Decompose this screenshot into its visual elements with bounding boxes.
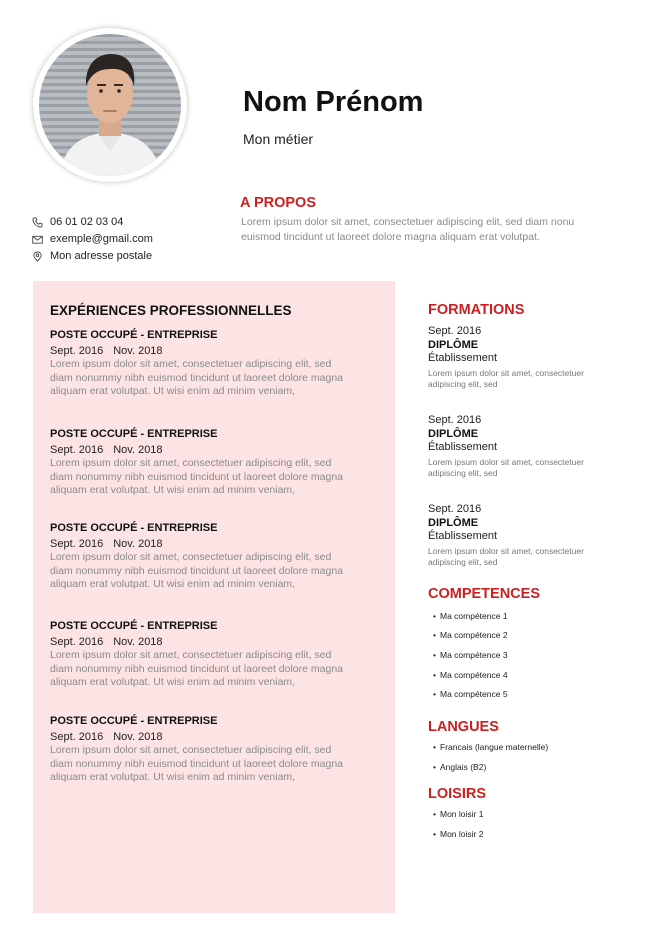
phone-icon (32, 217, 43, 228)
formation-item (428, 414, 608, 479)
skill-item: • Ma compétence 4 (433, 670, 508, 680)
about-title: A PROPOS (240, 195, 317, 211)
experience-dates (50, 538, 350, 550)
formation-description: Lorem ipsum dolor sit amet, consectetuer adipiscing elit, sed (428, 368, 584, 389)
avatar-portrait (39, 34, 181, 176)
experience-description: Lorem ipsum dolor sit amet, consectetuer adipiscing elit, sed diam nonummy nibh euismod tincidunt ut laoreet dolore magna aliquam erat volutpat. Ut wisi enim ad minim veniam, (50, 457, 344, 496)
formation-date: Sept. 2016 (428, 503, 482, 515)
experience-title: EXPÉRIENCES PROFESSIONNELLES (50, 303, 292, 318)
location-pin-icon (32, 251, 43, 262)
experience-start: Sept. 2016 (50, 636, 104, 648)
formation-date: Sept. 2016 (428, 325, 482, 337)
formation-description: Lorem ipsum dolor sit amet, consectetuer adipiscing elit, sed (428, 546, 584, 567)
formation-item (428, 325, 608, 390)
experience-description: Lorem ipsum dolor sit amet, consectetuer adipiscing elit, sed diam nonummy nibh euismod tincidunt ut laoreet dolore magna aliquam erat volutpat. Ut wisi enim ad minim veniam, (50, 358, 344, 397)
experience-dates (50, 345, 350, 357)
experience-item (50, 620, 350, 690)
formation-school: Établissement (428, 441, 498, 453)
mail-icon (32, 234, 43, 245)
job-title: Mon métier (243, 131, 314, 147)
experience-description: Lorem ipsum dolor sit amet, consectetuer adipiscing elit, sed diam nonummy nibh euismod tincidunt ut laoreet dolore magna aliquam erat volutpat. Ut wisi enim ad minim veniam, (50, 551, 344, 590)
experience-dates (50, 444, 350, 456)
phone-text: 06 01 02 03 04 (50, 216, 124, 228)
experience-item (50, 522, 350, 592)
about-text: Lorem ipsum dolor sit amet, consectetuer adipiscing elit, sed diam nonu euismod tincidunt ut laoreet dolore magna aliquam erat volutpat. (241, 216, 575, 243)
experience-start: Sept. 2016 (50, 731, 104, 743)
experience-position: POSTE OCCUPÉ - ENTREPRISE (50, 428, 218, 440)
languages-title: LANGUES (428, 719, 499, 735)
skill-item: • Ma compétence 2 (433, 630, 508, 640)
formation-description: Lorem ipsum dolor sit amet, consectetuer adipiscing elit, sed (428, 457, 584, 478)
formation-degree: DIPLÔME (428, 517, 479, 529)
contact-address (32, 250, 152, 262)
experience-position: POSTE OCCUPÉ - ENTREPRISE (50, 715, 218, 727)
formation-item (428, 503, 608, 568)
experience-dates (50, 636, 350, 648)
experience-start: Sept. 2016 (50, 444, 104, 456)
experience-end: Nov. 2018 (113, 636, 163, 648)
hobby-item: • Mon loisir 1 (433, 809, 483, 819)
experience-end: Nov. 2018 (113, 731, 163, 743)
experience-end: Nov. 2018 (113, 345, 163, 357)
contact-phone (32, 216, 123, 228)
formation-date: Sept. 2016 (428, 414, 482, 426)
profile-photo (39, 34, 181, 176)
experience-position: POSTE OCCUPÉ - ENTREPRISE (50, 329, 218, 341)
formation-degree: DIPLÔME (428, 339, 479, 351)
formation-school: Établissement (428, 530, 498, 542)
experience-item (50, 329, 350, 399)
hobbies-title: LOISIRS (428, 786, 487, 802)
experience-start: Sept. 2016 (50, 345, 104, 357)
experience-position: POSTE OCCUPÉ - ENTREPRISE (50, 620, 218, 632)
formation-degree: DIPLÔME (428, 428, 479, 440)
skill-item: • Ma compétence 5 (433, 689, 508, 699)
contact-email (32, 233, 153, 245)
experience-start: Sept. 2016 (50, 538, 104, 550)
formation-school: Établissement (428, 352, 498, 364)
experience-position: POSTE OCCUPÉ - ENTREPRISE (50, 522, 218, 534)
formations-title: FORMATIONS (428, 302, 525, 318)
hobby-item: • Mon loisir 2 (433, 829, 483, 839)
skill-item: • Ma compétence 1 (433, 611, 508, 621)
profile-photo-frame (33, 28, 187, 182)
experience-description: Lorem ipsum dolor sit amet, consectetuer adipiscing elit, sed diam nonummy nibh euismod tincidunt ut laoreet dolore magna aliquam erat volutpat. Ut wisi enim ad minim veniam, (50, 744, 344, 783)
experience-item (50, 715, 350, 785)
experience-description: Lorem ipsum dolor sit amet, consectetuer adipiscing elit, sed diam nonummy nibh euismod tincidunt ut laoreet dolore magna aliquam erat volutpat. Ut wisi enim ad minim veniam, (50, 649, 344, 688)
skill-item: • Ma compétence 3 (433, 650, 508, 660)
skills-title: COMPETENCES (428, 586, 540, 602)
experience-dates (50, 731, 350, 743)
address-text: Mon adresse postale (50, 250, 153, 262)
experience-item (50, 428, 350, 498)
language-item: • Anglais (B2) (433, 762, 486, 772)
experience-end: Nov. 2018 (113, 444, 163, 456)
person-name: Nom Prénom (243, 86, 424, 118)
experience-end: Nov. 2018 (113, 538, 163, 550)
language-item: • Francais (langue maternelle) (433, 742, 548, 752)
email-text: exemple@gmail.com (50, 233, 153, 245)
